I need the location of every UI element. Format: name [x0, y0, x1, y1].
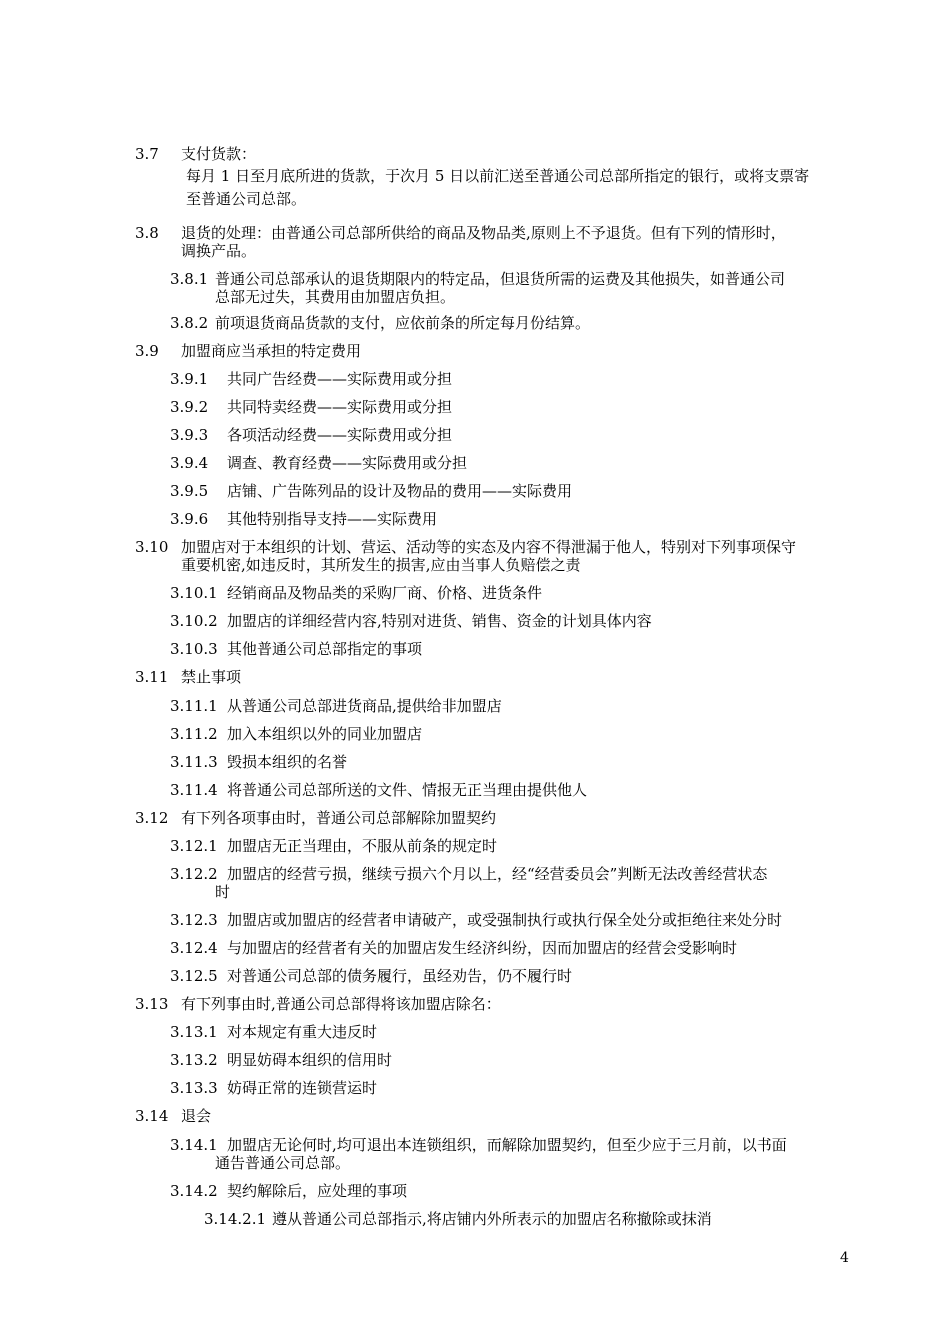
- section-title: 有下列事由时,普通公司总部得将该加盟店除名：: [181, 995, 501, 1013]
- item-text: 明显妨碍本组织的信用时: [227, 1051, 393, 1069]
- item-number: 3.9.6: [170, 510, 209, 528]
- item-text-continuation: 通告普通公司总部。: [215, 1154, 351, 1172]
- item-number: 3.13.2: [170, 1051, 218, 1069]
- section-3-9-heading: [135, 342, 361, 361]
- item-text-continuation: 时: [215, 883, 231, 901]
- item-number: 3.10.1: [170, 584, 218, 602]
- item-text: 加盟店的详细经营内容,特别对进货、销售、资金的计划具体内容: [227, 612, 652, 630]
- item-3-12-4: [170, 939, 737, 958]
- item-number: 3.12.1: [170, 837, 218, 855]
- page-number: 4: [840, 1250, 849, 1266]
- item-3-13-3: [170, 1079, 377, 1098]
- section-number: 3.7: [135, 145, 159, 163]
- item-3-10-1: [170, 584, 542, 603]
- section-3-8-heading: [135, 224, 786, 243]
- section-3-12-heading: [135, 809, 496, 828]
- item-3-12-1: [170, 837, 497, 856]
- item-3-11-3: [170, 753, 347, 772]
- item-text: 其他普通公司总部指定的事项: [227, 640, 423, 658]
- item-text: 共同广告经费——实际费用或分担: [227, 370, 453, 388]
- item-3-10-3: [170, 640, 422, 659]
- item-3-9-3: [170, 426, 452, 445]
- section-number: 3.10: [135, 538, 169, 556]
- section-title-continuation: 调换产品。: [181, 242, 257, 260]
- item-number: 3.10.2: [170, 612, 218, 630]
- item-text: 其他特别指导支持——实际费用: [227, 510, 438, 528]
- item-text: 契约解除后，应处理的事项: [227, 1182, 408, 1200]
- section-number: 3.11: [135, 668, 169, 686]
- item-3-11-1: [170, 697, 502, 716]
- subitem-3-14-2-1: [204, 1210, 712, 1229]
- item-number: 3.14.2: [170, 1182, 218, 1200]
- item-text: 调查、教育经费——实际费用或分担: [227, 454, 468, 472]
- section-title: 加盟店对于本组织的计划、营运、活动等的实态及内容不得泄漏于他人，特别对下列事项保守: [181, 538, 797, 556]
- item-text: 对本规定有重大违反时: [227, 1023, 378, 1041]
- section-title: 有下列各项事由时，普通公司总部解除加盟契约: [181, 809, 497, 827]
- item-number: 3.9.5: [170, 482, 209, 500]
- item-number: 3.11.1: [170, 697, 218, 715]
- item-text: 经销商品及物品类的采购厂商、价格、进货条件: [227, 584, 543, 602]
- item-number: 3.14.1: [170, 1136, 218, 1154]
- item-text: 店铺、广告陈列品的设计及物品的费用——实际费用: [227, 482, 573, 500]
- item-3-12-2: [170, 865, 767, 884]
- item-number: 3.13.3: [170, 1079, 218, 1097]
- section-3-7-heading: [135, 145, 256, 164]
- item-number: 3.12.5: [170, 967, 218, 985]
- section-number: 3.14: [135, 1107, 169, 1125]
- item-number: 3.9.3: [170, 426, 209, 444]
- section-title: 加盟商应当承担的特定费用: [181, 342, 362, 360]
- item-text: 妨碍正常的连锁营运时: [227, 1079, 378, 1097]
- section-title: 退货的处理：由普通公司总部所供给的商品及物品类,原则上不予退货。但有下列的情形时，: [181, 224, 786, 242]
- section-number: 3.13: [135, 995, 169, 1013]
- item-number: 3.13.1: [170, 1023, 218, 1041]
- item-3-12-3: [170, 911, 782, 930]
- section-title: 禁止事项: [181, 668, 242, 686]
- item-number: 3.11.2: [170, 725, 218, 743]
- item-3-9-6: [170, 510, 437, 529]
- item-number: 3.11.4: [170, 781, 218, 799]
- section-3-10-heading: [135, 538, 796, 557]
- item-number: 3.8.2: [170, 314, 209, 332]
- section-3-14-heading: [135, 1107, 211, 1126]
- item-3-9-2: [170, 398, 452, 417]
- section-3-13-heading: [135, 995, 501, 1014]
- item-text-continuation: 总部无过失，其费用由加盟店负担。: [215, 288, 456, 306]
- item-text: 加盟店或加盟店的经营者申请破产，或受强制执行或执行保全处分或拒绝往来处分时: [227, 911, 783, 929]
- paragraph-line: 每月 1 日至月底所进的货款，于次月 5 日以前汇送至普通公司总部所指定的银行，或将支票寄: [186, 167, 810, 185]
- item-number: 3.12.4: [170, 939, 218, 957]
- item-3-14-1: [170, 1136, 787, 1155]
- item-number: 3.9.2: [170, 398, 209, 416]
- item-3-9-4: [170, 454, 467, 473]
- item-number: 3.12.3: [170, 911, 218, 929]
- section-title: 退会: [181, 1107, 212, 1125]
- item-3-11-2: [170, 725, 422, 744]
- item-text: 普通公司总部承认的退货期限内的特定品，但退货所需的运费及其他损失，如普通公司: [215, 270, 786, 288]
- item-text: 毁损本组织的名誉: [227, 753, 348, 771]
- section-title: 支付货款：: [181, 145, 257, 163]
- item-number: 3.12.2: [170, 865, 218, 883]
- item-number: 3.9.1: [170, 370, 209, 388]
- section-number: 3.12: [135, 809, 169, 827]
- item-text: 对普通公司总部的债务履行，虽经劝告，仍不履行时: [227, 967, 573, 985]
- item-3-14-2: [170, 1182, 407, 1201]
- section-3-11-heading: [135, 668, 241, 687]
- item-text: 加盟店无论何时,均可退出本连锁组织，而解除加盟契约，但至少应于三月前，以书面: [227, 1136, 787, 1154]
- item-3-8-2: [170, 314, 590, 333]
- item-number: 3.8.1: [170, 270, 209, 288]
- section-number: 3.8: [135, 224, 159, 242]
- item-3-9-5: [170, 482, 572, 501]
- item-number: 3.11.3: [170, 753, 218, 771]
- paragraph-line: 至普通公司总部。: [186, 190, 307, 208]
- item-text: 加盟店的经营亏损，继续亏损六个月以上，经“经营委员会”判断无法改善经营状态: [227, 865, 768, 883]
- item-text: 共同特卖经费——实际费用或分担: [227, 398, 453, 416]
- item-number: 3.9.4: [170, 454, 209, 472]
- item-text: 加入本组织以外的同业加盟店: [227, 725, 423, 743]
- subitem-text: 遵从普通公司总部指示,将店铺内外所表示的加盟店名称撤除或抹消: [272, 1210, 712, 1228]
- item-text: 将普通公司总部所送的文件、情报无正当理由提供他人: [227, 781, 588, 799]
- item-3-8-1: [170, 270, 785, 289]
- item-text: 加盟店无正当理由，不服从前条的规定时: [227, 837, 498, 855]
- item-3-11-4: [170, 781, 587, 800]
- item-text: 与加盟店的经营者有关的加盟店发生经济纠纷，因而加盟店的经营会受影响时: [227, 939, 738, 957]
- item-3-13-2: [170, 1051, 392, 1070]
- section-number: 3.9: [135, 342, 159, 360]
- item-3-9-1: [170, 370, 452, 389]
- item-3-13-1: [170, 1023, 377, 1042]
- section-title-continuation: 重要机密,如违反时，其所发生的损害,应由当事人负赔偿之责: [181, 556, 581, 574]
- item-3-10-2: [170, 612, 652, 631]
- item-3-12-5: [170, 967, 572, 986]
- subitem-number: 3.14.2.1: [204, 1210, 267, 1228]
- item-number: 3.10.3: [170, 640, 218, 658]
- item-text: 从普通公司总部进货商品,提供给非加盟店: [227, 697, 502, 715]
- item-text: 各项活动经费——实际费用或分担: [227, 426, 453, 444]
- item-text: 前项退货商品货款的支付，应依前条的所定每月份结算。: [215, 314, 591, 332]
